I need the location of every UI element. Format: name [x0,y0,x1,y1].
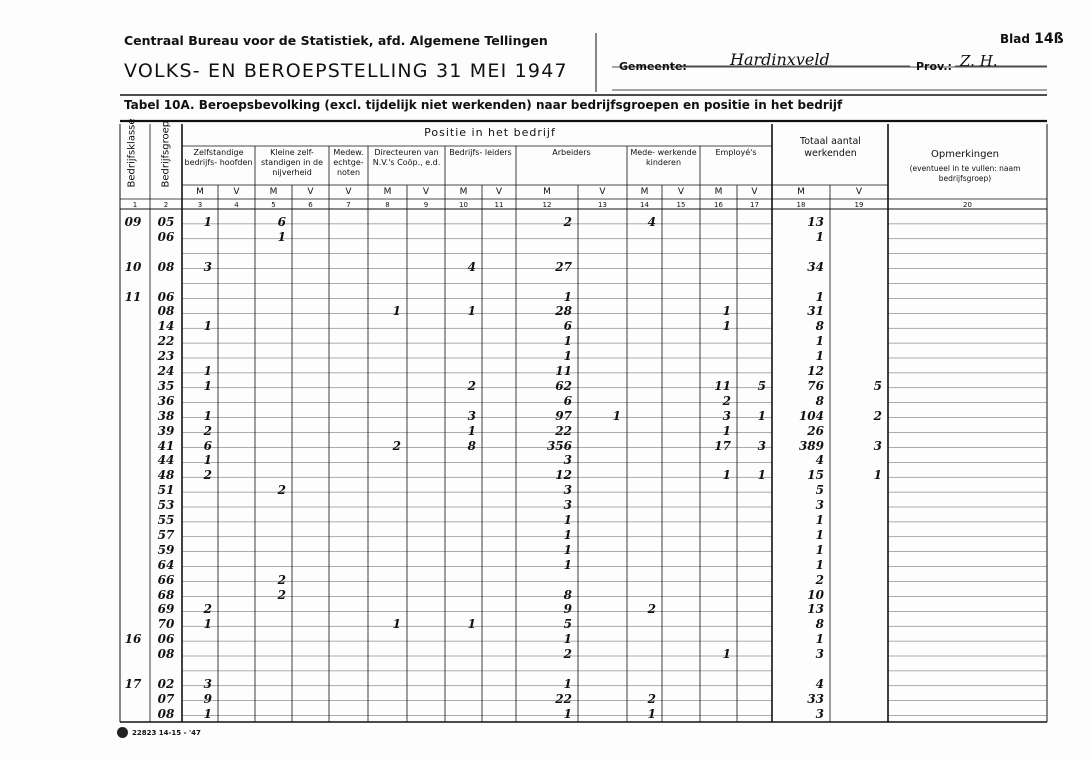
header-v: V [677,187,685,197]
bedrijfsgroep-value: 35 [157,378,175,393]
header-group-7: Mede- werkende kinderen [630,148,697,167]
cell-col-8: 1 [392,304,401,319]
header-positie: Positie in het bedrijf [424,126,556,139]
bedrijfsgroep-value: 22 [157,334,175,349]
cell-col-19: 3 [873,438,882,453]
cell-col-3: 6 [203,438,212,453]
cell-col-18: 4 [815,676,824,691]
header-m: M [269,187,278,197]
bedrijfsgroep-value: 24 [157,364,175,378]
sheet-number [1000,31,1064,47]
cell-col-18: 31 [807,304,824,319]
cell-col-12: 1 [563,542,572,557]
cell-col-12: 22 [555,423,572,438]
cell-col-12: 28 [555,304,572,319]
cell-col-5: 2 [277,587,286,602]
cell-col-18: 13 [807,215,824,229]
cell-col-12: 3 [563,453,572,468]
cell-col-12: 5 [563,617,572,632]
bedrijfsgroep-value: 66 [157,572,175,587]
cell-col-18: 3 [815,647,824,662]
cell-col-18: 2 [815,572,824,587]
cell-col-5: 2 [277,483,286,498]
cell-col-18: 5 [815,483,824,498]
column-number: 10 [459,201,468,209]
cell-col-16: 1 [722,319,731,334]
cell-col-12: 356 [546,438,572,453]
printer-seal-icon [117,727,128,738]
cell-col-3: 1 [203,378,212,393]
cell-col-3: 1 [203,408,212,423]
column-number: 6 [308,201,313,209]
header-opmerkingen: Opmerkingen [931,149,999,160]
column-number: 3 [197,201,203,209]
column-number: 5 [271,201,276,209]
header-m: M [714,187,723,197]
cell-col-10: 1 [467,304,476,319]
bedrijfsgroep-value: 64 [157,557,175,572]
cell-col-12: 6 [563,393,572,408]
cell-col-18: 1 [815,557,824,572]
header-group-3: Medew. echtge- noten [333,148,364,177]
cell-col-3: 3 [203,259,212,274]
cell-col-18: 33 [807,691,824,706]
header-v: V [422,187,430,197]
cell-col-18: 10 [807,587,824,602]
cell-col-12: 1 [563,289,572,304]
bedrijfsgroep-value: 06 [157,632,175,647]
cell-col-12: 2 [563,215,572,229]
column-number: 11 [494,201,504,209]
column-number: 7 [346,201,351,209]
cell-col-10: 3 [467,408,476,423]
cell-col-3: 2 [203,602,212,617]
cell-col-16: 3 [722,408,731,423]
cell-col-14: 2 [647,691,656,706]
header-group-4: Directeuren van N.V.'s Coöp., e.d. [372,148,441,167]
cell-col-16: 11 [714,378,731,393]
cell-col-18: 1 [815,513,824,527]
cell-col-14: 4 [647,215,656,229]
bedrijfsgroep-value: 36 [157,393,175,408]
table-title: Tabel 10A. Beroepsbevolking (excl. tijdelijk niet werkenden) naar bedrijfsgroepen en positie in het bedrijf [124,98,843,112]
column-number: 19 [854,201,864,209]
prov-label: Prov.: [916,60,952,73]
cell-col-16: 2 [722,393,731,408]
cell-col-18: 26 [807,423,824,438]
footer-code: 22823 14-15 - '47 [132,728,201,737]
bedrijfsgroep-value: 08 [157,706,175,721]
cell-col-18: 8 [815,319,824,334]
bedrijfsgroep-value: 02 [157,676,175,691]
cell-col-18: 8 [815,617,824,632]
bedrijfsgroep-value: 55 [157,513,175,527]
column-number: 14 [640,201,649,209]
cell-col-3: 1 [203,319,212,334]
header-v: V [307,187,314,197]
bedrijfsgroep-value: 44 [157,453,175,468]
cell-col-3: 1 [203,215,212,229]
cell-col-16: 1 [722,647,731,662]
header-m: M [196,187,204,197]
cell-col-14: 2 [647,602,656,617]
header-bedrijfsklasse: Bedrijfsklasse [126,118,138,188]
cell-col-3: 3 [203,676,212,691]
column-number: 15 [676,201,686,209]
cell-col-12: 1 [563,334,572,349]
print-footer [117,727,201,738]
cell-col-3: 2 [203,468,212,483]
cell-col-8: 1 [392,617,401,632]
cell-col-19: 1 [873,468,882,483]
column-number: 13 [598,201,607,209]
cell-col-5: 2 [277,572,286,587]
header-group-5: Bedrijfs- leiders [449,148,512,157]
cell-col-12: 3 [563,498,572,513]
bedrijfsgroep-value: 23 [157,349,175,364]
header-v: V [599,187,606,197]
header-bedrijfsgroep: Bedrijfsgroep [160,120,172,188]
cell-col-10: 1 [467,617,476,632]
cell-col-12: 1 [563,706,572,721]
bedrijfsgroep-value: 05 [157,215,175,229]
header-m: M [383,187,392,197]
cell-col-18: 1 [815,289,824,304]
cell-col-17: 1 [757,468,766,483]
cell-col-17: 1 [757,408,766,423]
cell-col-12: 9 [563,602,572,617]
prov-value: Z. H. [960,52,998,70]
bedrijfsgroep-value: 08 [157,259,175,274]
cell-col-12: 22 [555,691,572,706]
cell-col-18: 1 [815,229,824,244]
cell-col-12: 1 [563,513,572,527]
column-number: 20 [963,201,972,209]
cell-col-12: 2 [563,647,572,662]
cell-col-10: 8 [467,438,476,453]
bedrijfsgroep-value: 59 [157,542,175,557]
cell-col-12: 3 [563,483,572,498]
bedrijfsgroep-value: 08 [157,304,175,319]
header-group-2: Kleine zelf- standigen in de nijverheid [260,148,324,177]
cell-col-18: 13 [807,602,824,617]
column-number: 16 [714,201,723,209]
cell-col-18: 1 [815,527,824,542]
bedrijfsgroep-value: 57 [157,527,175,542]
header-v: V [345,187,352,197]
blad-label: Blad [1000,32,1030,46]
header-m: M [640,187,649,197]
cell-col-8: 2 [392,438,401,453]
header-opmerkingen-sub: (eventueel in te vullen: naam bedrijfsgroep) [909,164,1021,183]
cell-col-19: 2 [873,408,882,423]
cell-col-12: 1 [563,527,572,542]
header-group-8: Employé's [715,148,757,157]
cell-col-16: 1 [722,304,731,319]
cell-col-18: 76 [807,378,824,393]
cell-col-5: 1 [277,229,286,244]
cell-col-12: 27 [555,259,572,274]
bedrijfsklasse-value: 11 [124,289,142,304]
cell-col-17: 5 [757,378,766,393]
bedrijfsklasse-value: 09 [124,215,142,229]
cell-col-3: 1 [203,453,212,468]
column-number: 4 [234,201,239,209]
cell-col-17: 3 [757,438,766,453]
cell-col-18: 3 [815,706,824,721]
header-v: V [495,187,503,197]
cell-col-18: 4 [815,453,824,468]
header-m: M [543,187,551,197]
cell-col-12: 6 [563,319,572,334]
cell-col-18: 12 [807,364,824,378]
cell-col-10: 4 [467,259,476,274]
cell-col-3: 2 [203,423,212,438]
cell-col-16: 1 [722,423,731,438]
cell-col-3: 1 [203,364,212,378]
header-v: V [751,187,758,197]
cell-col-3: 1 [203,706,212,721]
column-number: 18 [796,201,806,209]
header-totaal: Totaal aantal werkenden [800,136,861,159]
cell-col-18: 15 [807,468,824,483]
cell-col-12: 11 [555,364,572,378]
cell-col-18: 8 [815,393,824,408]
cell-col-18: 1 [815,349,824,364]
bedrijfsgroep-value: 48 [157,468,175,483]
cell-col-3: 1 [203,617,212,632]
gemeente-label: Gemeente: [619,60,687,73]
bedrijfsgroep-value: 06 [157,289,175,304]
cell-col-16: 1 [722,468,731,483]
cell-col-12: 8 [563,587,572,602]
bureau-heading: Centraal Bureau voor de Statistiek, afd. Algemene Tellingen [124,33,548,48]
cell-col-12: 1 [563,676,572,691]
header-m: M [797,187,805,197]
cell-col-18: 3 [815,498,824,513]
header-v: V [233,187,240,197]
cell-col-12: 1 [563,557,572,572]
header-group-1: Zelfstandige bedrijfs- hoofden [184,148,253,167]
cell-col-12: 1 [563,349,572,364]
gemeente-value: Hardinxveld [730,50,830,69]
cell-col-18: 1 [815,632,824,647]
bedrijfsgroep-value: 14 [157,319,175,334]
cell-col-14: 1 [647,706,656,721]
cell-col-5: 6 [277,215,286,229]
bedrijfsgroep-value: 41 [157,438,175,453]
column-number: 1 [132,201,138,209]
bedrijfsgroep-value: 53 [157,498,175,513]
cell-col-12: 97 [555,408,572,423]
column-number: 2 [163,201,169,209]
form-title: VOLKS- EN BEROEPSTELLING 31 MEI 1947 [124,60,568,82]
header-group-6: Arbeiders [552,148,591,157]
cell-col-19: 5 [873,378,882,393]
cell-col-12: 12 [555,468,572,483]
cell-col-16: 17 [714,438,731,453]
blad-suffix: ß [1053,31,1064,47]
bedrijfsgroep-value: 38 [157,408,175,423]
cell-col-18: 1 [815,334,824,349]
cell-col-18: 104 [798,408,824,423]
cell-col-10: 2 [467,378,476,393]
column-number: 8 [385,201,390,209]
cell-col-10: 1 [467,423,476,438]
cell-col-18: 1 [815,542,824,557]
cell-col-18: 34 [807,259,824,274]
bedrijfsgroep-value: 07 [157,691,175,706]
bedrijfsklasse-value: 16 [124,632,142,647]
bedrijfsklasse-value: 17 [124,676,142,691]
blad-number: 14 [1034,31,1054,47]
column-number: 17 [750,201,759,209]
bedrijfsgroep-value: 69 [157,602,175,617]
cell-col-18: 389 [798,438,824,453]
bedrijfsgroep-value: 06 [157,229,175,244]
bedrijfsgroep-value: 68 [157,587,175,602]
column-number: 9 [423,201,429,209]
cell-col-13: 1 [612,408,621,423]
cell-col-12: 62 [555,378,572,393]
bedrijfsgroep-value: 08 [157,647,175,662]
bedrijfsgroep-value: 39 [157,423,175,438]
header-v: V [855,187,863,197]
cell-col-12: 1 [563,632,572,647]
bedrijfsgroep-value: 51 [157,483,175,498]
column-number: 12 [542,201,552,209]
cell-col-3: 9 [203,691,212,706]
bedrijfsklasse-value: 10 [124,259,142,274]
header-m: M [459,187,468,197]
bedrijfsgroep-value: 70 [157,617,175,632]
